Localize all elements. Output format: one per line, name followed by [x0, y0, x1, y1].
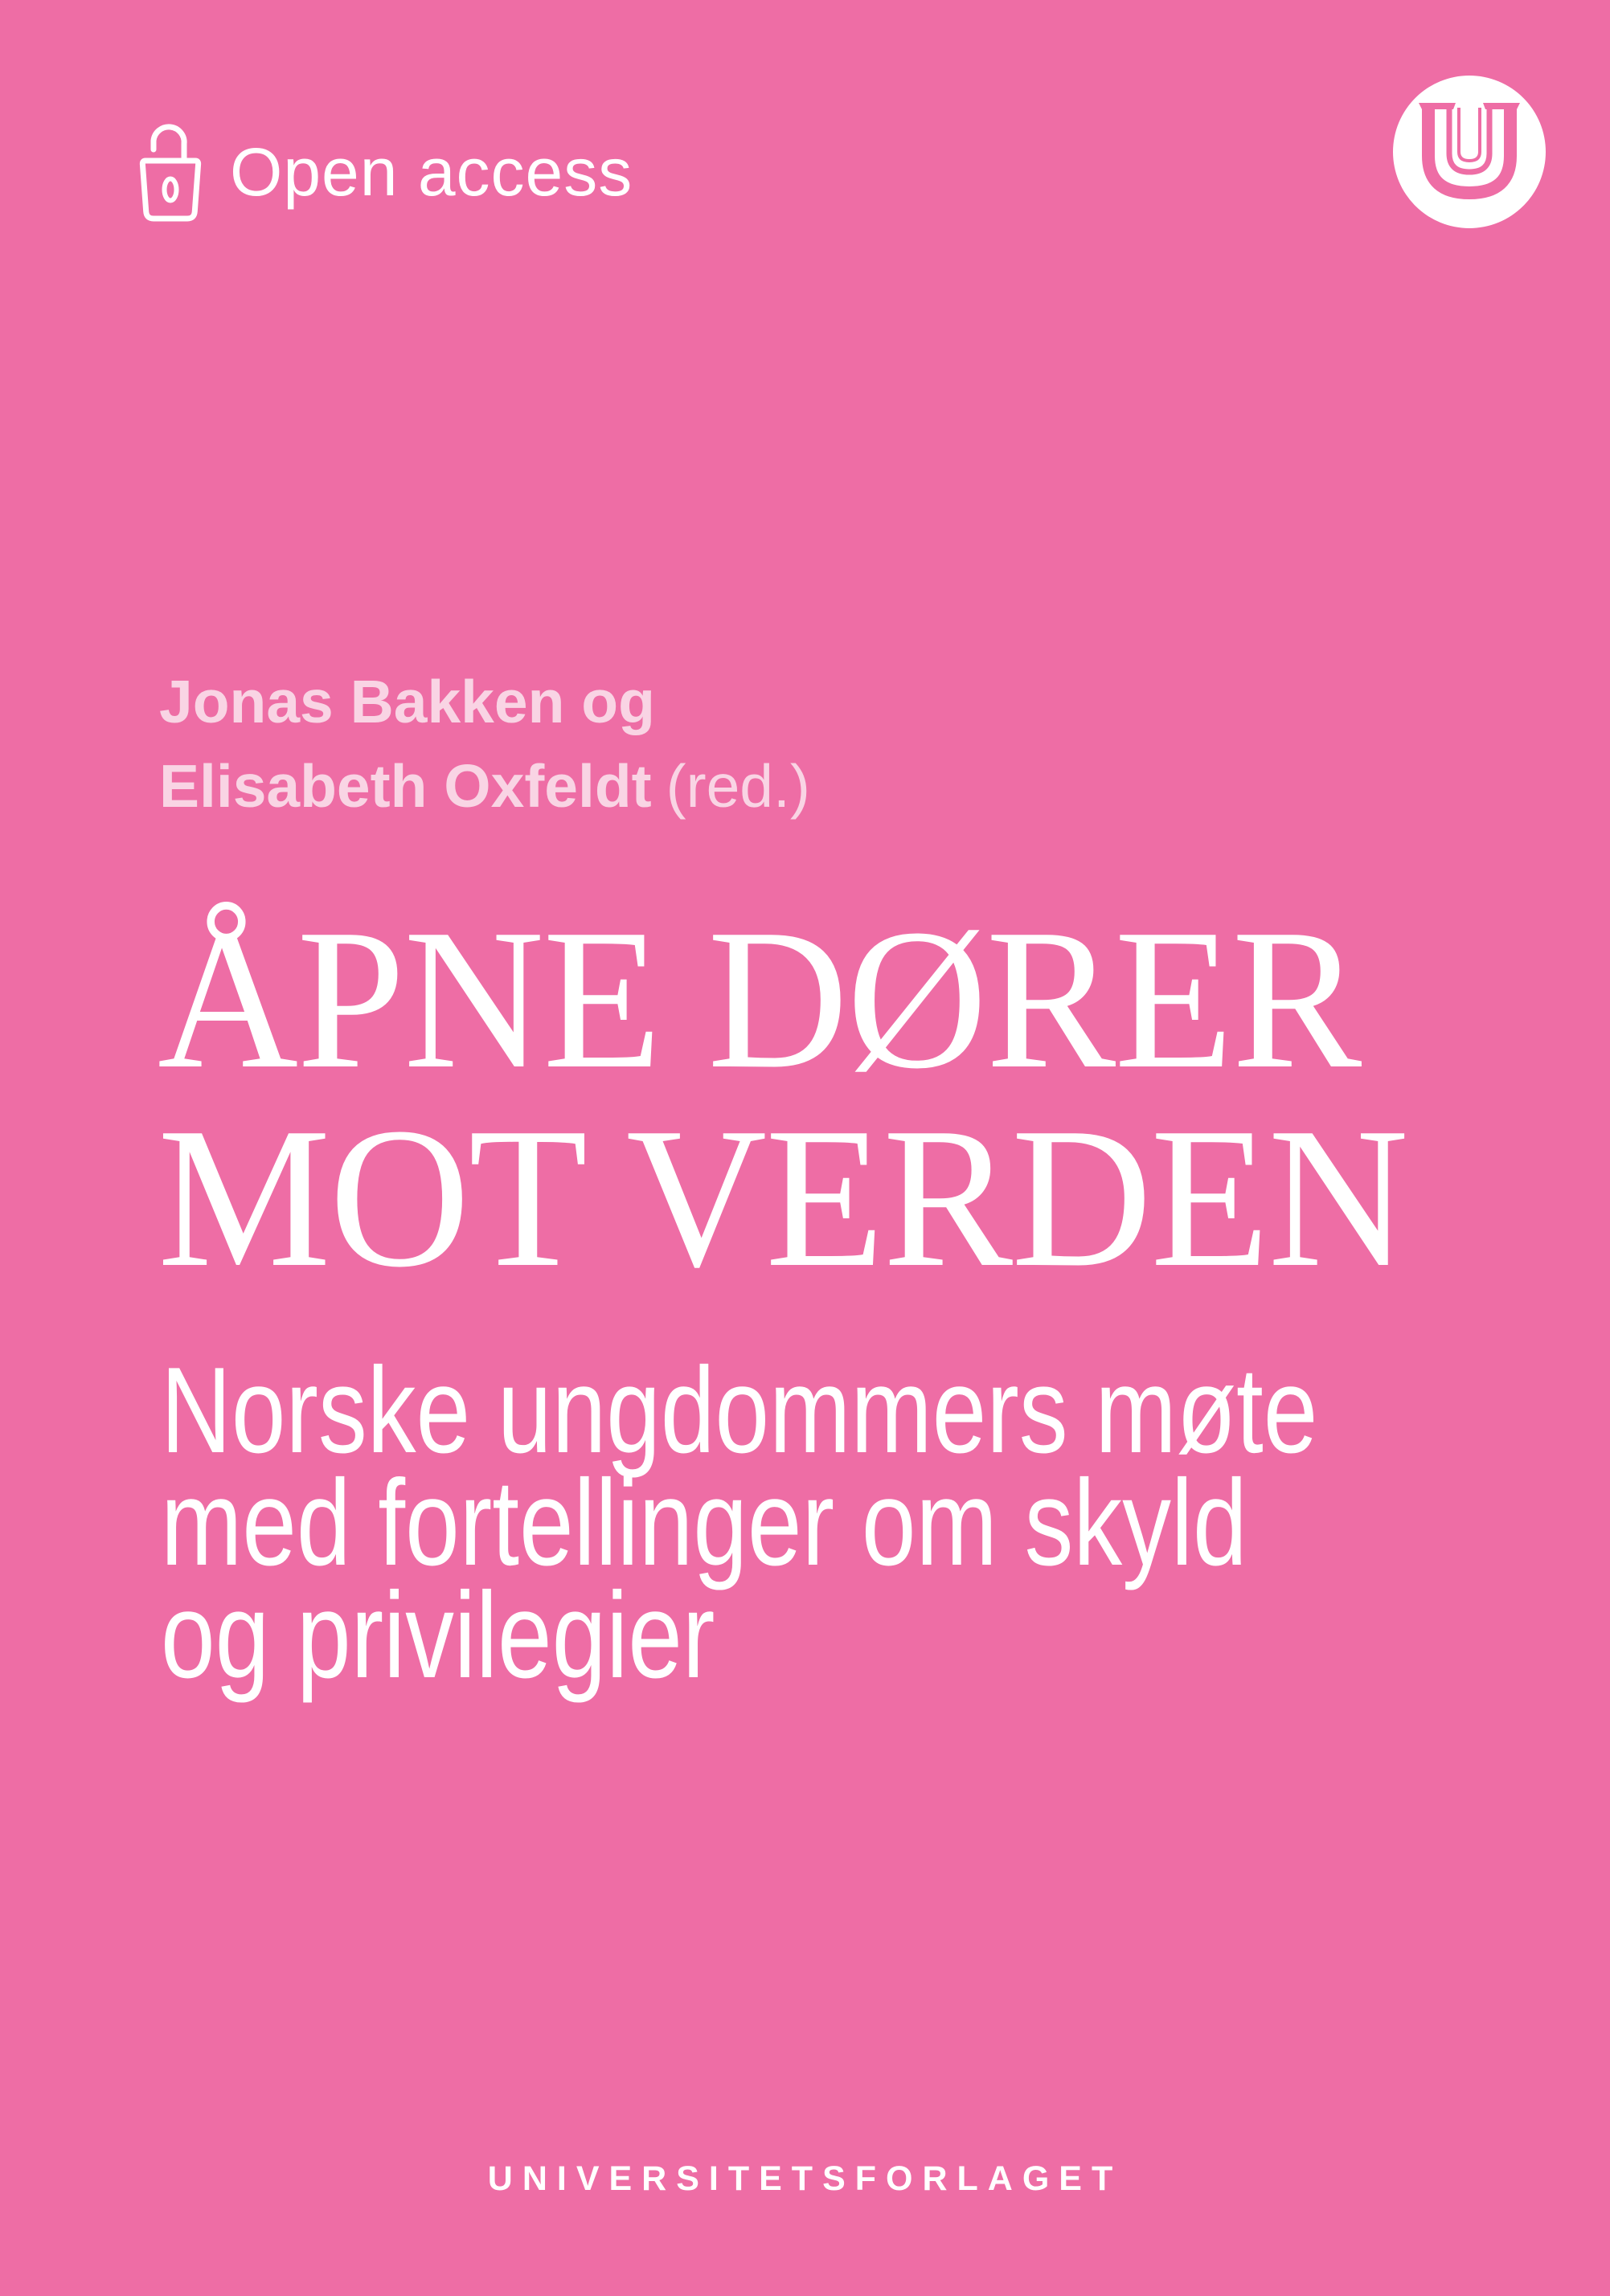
author-name: Elisabeth Oxfeldt	[159, 752, 652, 820]
subtitle-line-1: Norske ungdommers møte	[161, 1342, 1318, 1479]
universitetsforlaget-u-logo	[1393, 76, 1546, 228]
title-line-2: MOT VERDEN	[158, 1087, 1407, 1309]
open-access-label: Open access	[230, 134, 633, 210]
author-block	[159, 660, 810, 829]
editor-suffix: (red.)	[666, 752, 810, 820]
book-subtitle	[161, 1342, 1318, 1704]
publisher-wordmark: UNIVERSITETSFORLAGET	[487, 2159, 1123, 2198]
author-line-1: Jonas Bakken og	[159, 668, 655, 735]
title-line-1: ÅPNE DØRER	[158, 888, 1361, 1111]
author-line-2	[159, 744, 810, 829]
book-title	[158, 888, 1407, 1309]
open-lock-icon	[137, 117, 204, 223]
subtitle-line-3: og privilegier	[161, 1567, 715, 1704]
subtitle-line-2: med fortellinger om skyld	[161, 1455, 1247, 1591]
open-access-badge	[137, 117, 633, 223]
